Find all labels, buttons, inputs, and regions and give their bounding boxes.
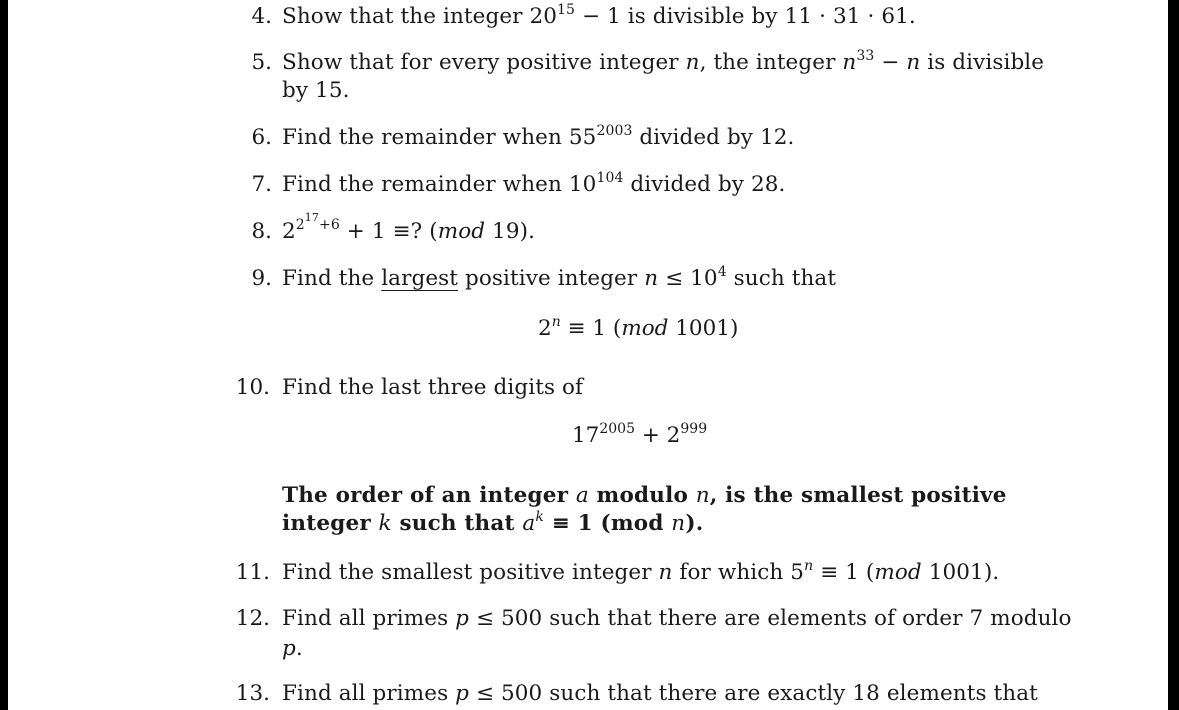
problem-7-text: Find the remainder when $10^{104}$ divided by 28. bbox=[282, 169, 786, 197]
problem-10-number: 10. bbox=[235, 375, 270, 400]
problem-11-text: Find the smallest positive integer n for which $5^n \equiv 1$ (mod 1001). bbox=[282, 557, 1000, 585]
problem-8-number: 8. bbox=[251, 219, 272, 244]
left-border bbox=[0, 0, 8, 710]
problem-8-text: $2^{2^{17}+6} + 1$ ≡? (mod 19). bbox=[282, 211, 536, 244]
problem-4-number: 4. bbox=[251, 4, 272, 29]
right-border bbox=[1168, 0, 1179, 710]
problem-11-number: 11. bbox=[235, 560, 270, 585]
problem-6-number: 6. bbox=[251, 125, 272, 150]
problem-9-number: 9. bbox=[251, 266, 272, 291]
problem-10-text: Find the last three digits of bbox=[282, 375, 584, 400]
order-definition-line2: integer k such that $a^k \equiv 1$ (mod n). bbox=[282, 508, 704, 536]
problem-9-text: Find the largest positive integer $n \le 10^4$ such that bbox=[282, 263, 837, 291]
problem-4-text: Show that the integer $20^{15} - 1$ is divisible by 11 · 31 · 61. bbox=[282, 1, 916, 29]
problem-5-number: 5. bbox=[251, 50, 272, 75]
order-definition-line1: The order of an integer a modulo n, is the smallest positive bbox=[282, 483, 1007, 508]
problem-5-text-line2: by 15. bbox=[282, 78, 350, 103]
problem-13-text: Find all primes p ≤ 500 such that there are exactly 18 elements that bbox=[282, 681, 1038, 706]
problem-6-text: Find the remainder when $55^{2003}$ divided by 12. bbox=[282, 122, 795, 150]
problem-10-display-equation: $17^{2005} + 2^{999}$ bbox=[572, 420, 708, 448]
underlined-word: largest bbox=[381, 266, 459, 291]
problem-12-text-line2: p. bbox=[282, 636, 303, 661]
problem-9-display-equation: $2^n \equiv 1$ (mod 1001) bbox=[538, 313, 739, 341]
problem-7-number: 7. bbox=[251, 172, 272, 197]
problem-12-text: Find all primes p ≤ 500 such that there are elements of order 7 modulo bbox=[282, 606, 1072, 631]
problem-5-text: Show that for every positive integer n, the integer $n^{33} - n$ is divisible bbox=[282, 47, 1045, 75]
problem-13-number: 13. bbox=[235, 681, 270, 706]
problem-12-number: 12. bbox=[235, 606, 270, 631]
